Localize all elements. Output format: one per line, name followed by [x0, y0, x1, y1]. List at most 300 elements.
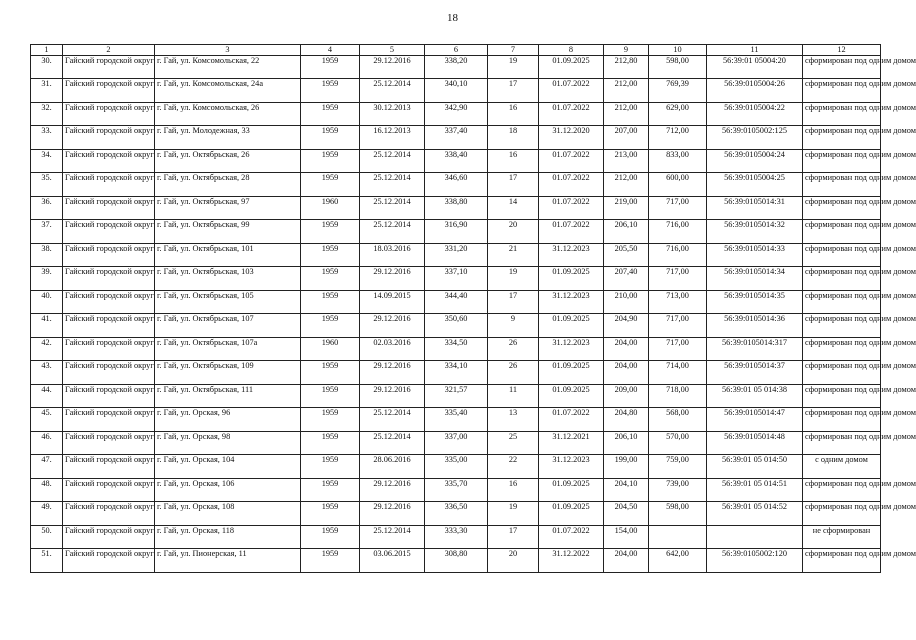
land-status-cell: сформирован под одним домом [803, 361, 881, 385]
planned-date-cell: 01.09.2025 [539, 314, 604, 338]
land-area-cell: 716,00 [649, 220, 707, 244]
column-header: 12 [803, 45, 881, 56]
build-year-cell: 1959 [301, 502, 360, 526]
value-col9-cell: 204,50 [604, 502, 649, 526]
municipality-cell: Гайский городской округ [63, 431, 155, 455]
residents-count-cell: 17 [488, 173, 539, 197]
row-number-cell: 38. [31, 243, 63, 267]
row-number-cell: 31. [31, 79, 63, 103]
survey-date-cell: 29.12.2016 [360, 55, 425, 79]
planned-date-cell: 31.12.2023 [539, 337, 604, 361]
cadastral-number-cell: 56:39:0105002:120 [707, 549, 803, 573]
planned-date-cell: 01.09.2025 [539, 478, 604, 502]
total-area-cell: 316,90 [425, 220, 488, 244]
address-cell: г. Гай, ул. Орская, 104 [155, 455, 301, 479]
total-area-cell: 321,57 [425, 384, 488, 408]
table-row [31, 478, 881, 502]
land-status-cell: сформирован под одним домом [803, 502, 881, 526]
survey-date-cell: 28.06.2016 [360, 455, 425, 479]
survey-date-cell: 18.03.2016 [360, 243, 425, 267]
survey-date-cell: 02.03.2016 [360, 337, 425, 361]
build-year-cell: 1959 [301, 384, 360, 408]
address-cell: г. Гай, ул. Октябрьская, 28 [155, 173, 301, 197]
survey-date-cell: 25.12.2014 [360, 408, 425, 432]
row-number-cell: 32. [31, 102, 63, 126]
total-area-cell: 338,20 [425, 55, 488, 79]
land-area-cell [649, 525, 707, 549]
total-area-cell: 346,60 [425, 173, 488, 197]
land-area-cell: 718,00 [649, 384, 707, 408]
residents-count-cell: 11 [488, 384, 539, 408]
planned-date-cell: 01.09.2025 [539, 384, 604, 408]
table-row [31, 290, 881, 314]
address-cell: г. Гай, ул. Октябрьская, 111 [155, 384, 301, 408]
address-cell: г. Гай, ул. Октябрьская, 103 [155, 267, 301, 291]
table-row [31, 502, 881, 526]
cadastral-number-cell: 56:39:0105014:35 [707, 290, 803, 314]
table-row [31, 361, 881, 385]
total-area-cell: 334,50 [425, 337, 488, 361]
land-status-cell: сформирован под одним домом [803, 549, 881, 573]
land-area-cell: 769,39 [649, 79, 707, 103]
municipality-cell: Гайский городской округ [63, 173, 155, 197]
total-area-cell: 337,10 [425, 267, 488, 291]
municipality-cell: Гайский городской округ [63, 220, 155, 244]
residents-count-cell: 14 [488, 196, 539, 220]
residents-count-cell: 13 [488, 408, 539, 432]
municipality-cell: Гайский городской округ [63, 337, 155, 361]
build-year-cell: 1959 [301, 525, 360, 549]
residents-count-cell: 17 [488, 525, 539, 549]
land-area-cell: 717,00 [649, 314, 707, 338]
survey-date-cell: 29.12.2016 [360, 384, 425, 408]
address-cell: г. Гай, ул. Октябрьская, 109 [155, 361, 301, 385]
build-year-cell: 1959 [301, 126, 360, 150]
survey-date-cell: 29.12.2016 [360, 314, 425, 338]
residents-count-cell: 18 [488, 126, 539, 150]
total-area-cell: 338,80 [425, 196, 488, 220]
planned-date-cell: 31.12.2023 [539, 455, 604, 479]
land-area-cell: 717,00 [649, 196, 707, 220]
cadastral-number-cell: 56:39:01 05 014:38 [707, 384, 803, 408]
land-status-cell: с одним домом [803, 455, 881, 479]
build-year-cell: 1959 [301, 290, 360, 314]
total-area-cell: 335,40 [425, 408, 488, 432]
residents-count-cell: 20 [488, 220, 539, 244]
build-year-cell: 1960 [301, 196, 360, 220]
cadastral-number-cell: 56:39:01 05 014:52 [707, 502, 803, 526]
land-status-cell: сформирован под одним домом [803, 173, 881, 197]
land-area-cell: 712,00 [649, 126, 707, 150]
cadastral-number-cell: 56:39:01 05004:20 [707, 55, 803, 79]
build-year-cell: 1959 [301, 361, 360, 385]
cadastral-number-cell: 56:39:0105014:34 [707, 267, 803, 291]
address-cell: г. Гай, ул. Комсомольская, 26 [155, 102, 301, 126]
municipality-cell: Гайский городской округ [63, 149, 155, 173]
row-number-cell: 36. [31, 196, 63, 220]
table-row [31, 196, 881, 220]
value-col9-cell: 206,10 [604, 220, 649, 244]
survey-date-cell: 25.12.2014 [360, 173, 425, 197]
table-row [31, 431, 881, 455]
table-row [31, 525, 881, 549]
build-year-cell: 1959 [301, 314, 360, 338]
municipality-cell: Гайский городской округ [63, 408, 155, 432]
cadastral-number-cell: 56:39:0105004:22 [707, 102, 803, 126]
residents-count-cell: 20 [488, 549, 539, 573]
table-row [31, 79, 881, 103]
row-number-cell: 49. [31, 502, 63, 526]
value-col9-cell: 204,90 [604, 314, 649, 338]
planned-date-cell: 31.12.2023 [539, 290, 604, 314]
build-year-cell: 1960 [301, 337, 360, 361]
survey-date-cell: 25.12.2014 [360, 149, 425, 173]
survey-date-cell: 30.12.2013 [360, 102, 425, 126]
survey-date-cell: 29.12.2016 [360, 502, 425, 526]
table-row [31, 337, 881, 361]
land-area-cell: 598,00 [649, 502, 707, 526]
land-status-cell: сформирован под одним домом [803, 102, 881, 126]
address-cell: г. Гай, ул. Октябрьская, 26 [155, 149, 301, 173]
address-cell: г. Гай, ул. Октябрьская, 107а [155, 337, 301, 361]
register-table [30, 44, 916, 573]
land-area-cell: 598,00 [649, 55, 707, 79]
build-year-cell: 1959 [301, 102, 360, 126]
survey-date-cell: 16.12.2013 [360, 126, 425, 150]
build-year-cell: 1959 [301, 455, 360, 479]
land-area-cell: 570,00 [649, 431, 707, 455]
planned-date-cell: 31.12.2021 [539, 431, 604, 455]
table-row [31, 149, 881, 173]
value-col9-cell: 205,50 [604, 243, 649, 267]
cadastral-number-cell: 56:39:0105014:48 [707, 431, 803, 455]
land-status-cell: не сформирован [803, 525, 881, 549]
municipality-cell: Гайский городской округ [63, 361, 155, 385]
planned-date-cell: 01.07.2022 [539, 525, 604, 549]
address-cell: г. Гай, ул. Молодежная, 33 [155, 126, 301, 150]
build-year-cell: 1959 [301, 549, 360, 573]
land-status-cell: сформирован под одним домом [803, 55, 881, 79]
total-area-cell: 335,00 [425, 455, 488, 479]
land-area-cell: 713,00 [649, 290, 707, 314]
planned-date-cell: 01.07.2022 [539, 196, 604, 220]
table-row [31, 549, 881, 573]
value-col9-cell: 207,40 [604, 267, 649, 291]
value-col9-cell: 207,00 [604, 126, 649, 150]
column-number-row [31, 45, 881, 56]
residents-count-cell: 16 [488, 478, 539, 502]
total-area-cell: 336,50 [425, 502, 488, 526]
table-row [31, 384, 881, 408]
row-number-cell: 43. [31, 361, 63, 385]
value-col9-cell: 206,10 [604, 431, 649, 455]
value-col9-cell: 212,00 [604, 102, 649, 126]
residents-count-cell: 26 [488, 361, 539, 385]
column-header: 3 [155, 45, 301, 56]
table-row [31, 314, 881, 338]
address-cell: г. Гай, ул. Октябрьская, 99 [155, 220, 301, 244]
cadastral-number-cell: 56:39:0105004:24 [707, 149, 803, 173]
planned-date-cell: 31.12.2022 [539, 549, 604, 573]
municipality-cell: Гайский городской округ [63, 55, 155, 79]
build-year-cell: 1959 [301, 408, 360, 432]
total-area-cell: 337,40 [425, 126, 488, 150]
row-number-cell: 48. [31, 478, 63, 502]
page-number: 18 [447, 12, 458, 24]
table-row [31, 55, 881, 79]
municipality-cell: Гайский городской округ [63, 126, 155, 150]
land-status-cell: сформирован под одним домом [803, 314, 881, 338]
table-row [31, 220, 881, 244]
build-year-cell: 1959 [301, 220, 360, 244]
total-area-cell: 337,00 [425, 431, 488, 455]
land-status-cell: сформирован под одним домом [803, 267, 881, 291]
value-col9-cell: 204,10 [604, 478, 649, 502]
cadastral-number-cell: 56:39:0105004:25 [707, 173, 803, 197]
build-year-cell: 1959 [301, 173, 360, 197]
table-body [31, 55, 916, 572]
cadastral-number-cell: 56:39:0105014:31 [707, 196, 803, 220]
table-row [31, 102, 881, 126]
cadastral-number-cell: 56:39:0105002:125 [707, 126, 803, 150]
survey-date-cell: 29.12.2016 [360, 478, 425, 502]
table-row [31, 126, 881, 150]
survey-date-cell: 25.12.2014 [360, 196, 425, 220]
value-col9-cell: 212,00 [604, 173, 649, 197]
residents-count-cell: 19 [488, 267, 539, 291]
cadastral-number-cell: 56:39:0105014:37 [707, 361, 803, 385]
land-area-cell: 568,00 [649, 408, 707, 432]
residents-count-cell: 22 [488, 455, 539, 479]
total-area-cell: 333,30 [425, 525, 488, 549]
row-number-cell: 47. [31, 455, 63, 479]
address-cell: г. Гай, ул. Орская, 106 [155, 478, 301, 502]
land-status-cell: сформирован под одним домом [803, 126, 881, 150]
build-year-cell: 1959 [301, 267, 360, 291]
total-area-cell: 331,20 [425, 243, 488, 267]
value-col9-cell: 219,00 [604, 196, 649, 220]
land-area-cell: 833,00 [649, 149, 707, 173]
municipality-cell: Гайский городской округ [63, 502, 155, 526]
cadastral-number-cell: 56:39:0105014:33 [707, 243, 803, 267]
land-area-cell: 717,00 [649, 337, 707, 361]
municipality-cell: Гайский городской округ [63, 79, 155, 103]
row-number-cell: 30. [31, 55, 63, 79]
survey-date-cell: 14.09.2015 [360, 290, 425, 314]
column-header: 1 [31, 45, 63, 56]
address-cell: г. Гай, ул. Комсомольская, 22 [155, 55, 301, 79]
residents-count-cell: 17 [488, 79, 539, 103]
municipality-cell: Гайский городской округ [63, 455, 155, 479]
column-header: 7 [488, 45, 539, 56]
address-cell: г. Гай, ул. Октябрьская, 105 [155, 290, 301, 314]
total-area-cell: 308,80 [425, 549, 488, 573]
table-row [31, 243, 881, 267]
cadastral-number-cell: 56:39:0105014:47 [707, 408, 803, 432]
value-col9-cell: 209,00 [604, 384, 649, 408]
land-status-cell: сформирован под одним домом [803, 149, 881, 173]
value-col9-cell: 212,80 [604, 55, 649, 79]
table-row [31, 173, 881, 197]
planned-date-cell: 01.07.2022 [539, 102, 604, 126]
residents-count-cell: 19 [488, 502, 539, 526]
row-number-cell: 37. [31, 220, 63, 244]
cadastral-number-cell: 56:39:0105014:36 [707, 314, 803, 338]
municipality-cell: Гайский городской округ [63, 549, 155, 573]
build-year-cell: 1959 [301, 243, 360, 267]
municipality-cell: Гайский городской округ [63, 384, 155, 408]
column-header: 11 [707, 45, 803, 56]
cadastral-number-cell: 56:39:0105014:32 [707, 220, 803, 244]
row-number-cell: 50. [31, 525, 63, 549]
land-status-cell: сформирован под одним домом [803, 408, 881, 432]
total-area-cell: 334,10 [425, 361, 488, 385]
planned-date-cell: 01.07.2022 [539, 149, 604, 173]
residents-count-cell: 19 [488, 55, 539, 79]
value-col9-cell: 204,00 [604, 549, 649, 573]
value-col9-cell: 213,00 [604, 149, 649, 173]
total-area-cell: 344,40 [425, 290, 488, 314]
column-header: 9 [604, 45, 649, 56]
address-cell: г. Гай, ул. Орская, 108 [155, 502, 301, 526]
planned-date-cell: 31.12.2020 [539, 126, 604, 150]
land-status-cell: сформирован под одним домом [803, 79, 881, 103]
address-cell: г. Гай, ул. Орская, 98 [155, 431, 301, 455]
municipality-cell: Гайский городской округ [63, 525, 155, 549]
table-row [31, 408, 881, 432]
total-area-cell: 342,90 [425, 102, 488, 126]
land-area-cell: 717,00 [649, 267, 707, 291]
value-col9-cell: 154,00 [604, 525, 649, 549]
land-status-cell: сформирован под одним домом [803, 337, 881, 361]
row-number-cell: 51. [31, 549, 63, 573]
row-number-cell: 44. [31, 384, 63, 408]
planned-date-cell: 01.07.2022 [539, 173, 604, 197]
planned-date-cell: 31.12.2023 [539, 243, 604, 267]
address-cell: г. Гай, ул. Орская, 118 [155, 525, 301, 549]
land-status-cell: сформирован под одним домом [803, 196, 881, 220]
land-area-cell: 759,00 [649, 455, 707, 479]
planned-date-cell: 01.09.2025 [539, 55, 604, 79]
land-status-cell: сформирован под одним домом [803, 220, 881, 244]
value-col9-cell: 204,80 [604, 408, 649, 432]
land-status-cell: сформирован под одним домом [803, 384, 881, 408]
total-area-cell: 335,70 [425, 478, 488, 502]
residents-count-cell: 26 [488, 337, 539, 361]
row-number-cell: 39. [31, 267, 63, 291]
build-year-cell: 1959 [301, 149, 360, 173]
municipality-cell: Гайский городской округ [63, 478, 155, 502]
cadastral-number-cell: 56:39:0105014:317 [707, 337, 803, 361]
residents-count-cell: 17 [488, 290, 539, 314]
cadastral-number-cell: 56:39:01 05 014:50 [707, 455, 803, 479]
address-cell: г. Гай, ул. Октябрьская, 97 [155, 196, 301, 220]
row-number-cell: 40. [31, 290, 63, 314]
planned-date-cell: 01.09.2025 [539, 267, 604, 291]
municipality-cell: Гайский городской округ [63, 243, 155, 267]
build-year-cell: 1959 [301, 431, 360, 455]
land-area-cell: 739,00 [649, 478, 707, 502]
survey-date-cell: 29.12.2016 [360, 267, 425, 291]
planned-date-cell: 01.09.2025 [539, 361, 604, 385]
column-header: 10 [649, 45, 707, 56]
land-area-cell: 642,00 [649, 549, 707, 573]
planned-date-cell: 01.07.2022 [539, 220, 604, 244]
build-year-cell: 1959 [301, 478, 360, 502]
land-area-cell: 629,00 [649, 102, 707, 126]
address-cell: г. Гай, ул. Октябрьская, 107 [155, 314, 301, 338]
residents-count-cell: 16 [488, 149, 539, 173]
land-area-cell: 716,00 [649, 243, 707, 267]
residents-count-cell: 16 [488, 102, 539, 126]
table-row [31, 267, 881, 291]
land-status-cell: сформирован под одним домом [803, 290, 881, 314]
address-cell: г. Гай, ул. Орская, 96 [155, 408, 301, 432]
value-col9-cell: 212,00 [604, 79, 649, 103]
table-row [31, 455, 881, 479]
planned-date-cell: 01.07.2022 [539, 79, 604, 103]
row-number-cell: 34. [31, 149, 63, 173]
survey-date-cell: 25.12.2014 [360, 79, 425, 103]
planned-date-cell: 01.07.2022 [539, 408, 604, 432]
survey-date-cell: 03.06.2015 [360, 549, 425, 573]
land-area-cell: 600,00 [649, 173, 707, 197]
value-col9-cell: 199,00 [604, 455, 649, 479]
survey-date-cell: 25.12.2014 [360, 220, 425, 244]
address-cell: г. Гай, ул. Комсомольская, 24а [155, 79, 301, 103]
column-header: 2 [63, 45, 155, 56]
value-col9-cell: 204,00 [604, 361, 649, 385]
column-header: 5 [360, 45, 425, 56]
row-number-cell: 46. [31, 431, 63, 455]
total-area-cell: 338,40 [425, 149, 488, 173]
cadastral-number-cell [707, 525, 803, 549]
cadastral-number-cell: 56:39:01 05 014:51 [707, 478, 803, 502]
row-number-cell: 33. [31, 126, 63, 150]
municipality-cell: Гайский городской округ [63, 102, 155, 126]
planned-date-cell: 01.09.2025 [539, 502, 604, 526]
value-col9-cell: 210,00 [604, 290, 649, 314]
row-number-cell: 35. [31, 173, 63, 197]
survey-date-cell: 29.12.2016 [360, 361, 425, 385]
total-area-cell: 350,60 [425, 314, 488, 338]
municipality-cell: Гайский городской округ [63, 196, 155, 220]
cadastral-number-cell: 56:39:0105004:26 [707, 79, 803, 103]
municipality-cell: Гайский городской округ [63, 314, 155, 338]
land-status-cell: сформирован под одним домом [803, 431, 881, 455]
address-cell: г. Гай, ул. Пионерская, 11 [155, 549, 301, 573]
address-cell: г. Гай, ул. Октябрьская, 101 [155, 243, 301, 267]
row-number-cell: 41. [31, 314, 63, 338]
build-year-cell: 1959 [301, 79, 360, 103]
residents-count-cell: 21 [488, 243, 539, 267]
row-number-cell: 45. [31, 408, 63, 432]
build-year-cell: 1959 [301, 55, 360, 79]
land-status-cell: сформирован под одним домом [803, 243, 881, 267]
value-col9-cell: 204,00 [604, 337, 649, 361]
total-area-cell: 340,10 [425, 79, 488, 103]
residents-count-cell: 9 [488, 314, 539, 338]
row-number-cell: 42. [31, 337, 63, 361]
survey-date-cell: 25.12.2014 [360, 431, 425, 455]
land-area-cell: 714,00 [649, 361, 707, 385]
municipality-cell: Гайский городской округ [63, 267, 155, 291]
column-header: 6 [425, 45, 488, 56]
land-status-cell: сформирован под одним домом [803, 478, 881, 502]
column-header: 4 [301, 45, 360, 56]
column-header: 8 [539, 45, 604, 56]
survey-date-cell: 25.12.2014 [360, 525, 425, 549]
